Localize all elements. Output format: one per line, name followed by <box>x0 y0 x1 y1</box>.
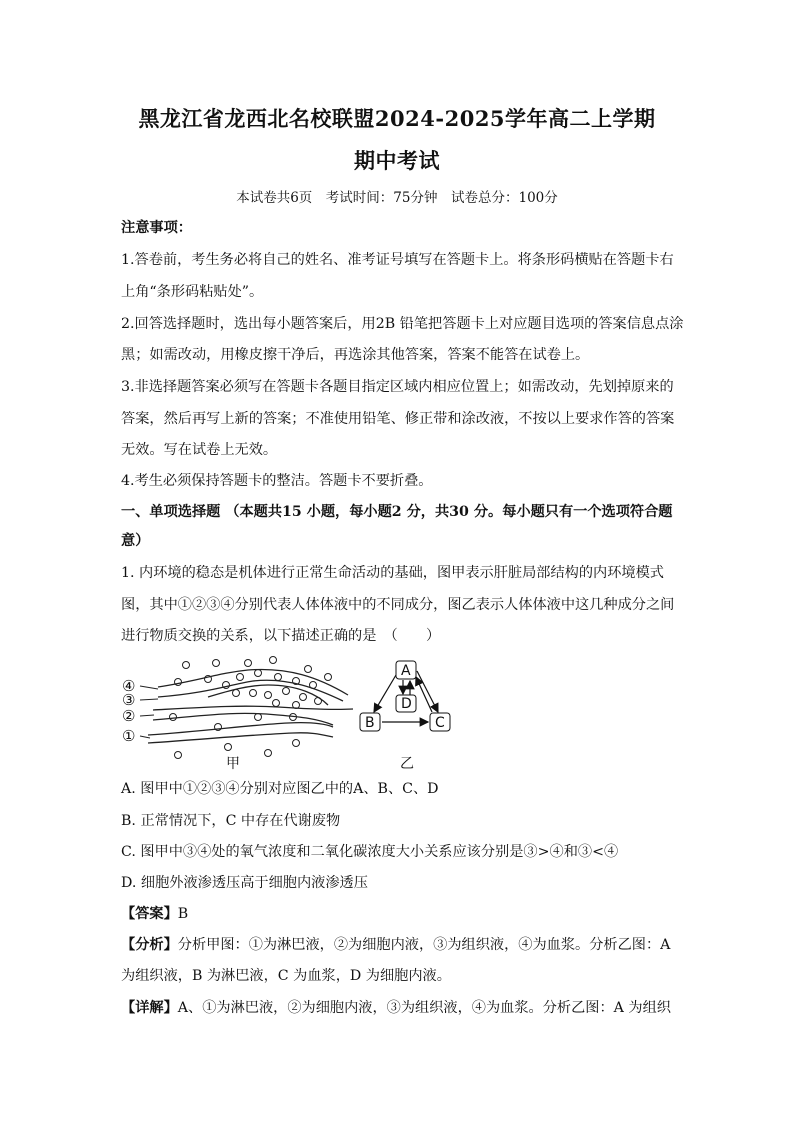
marker-2: ② <box>122 707 136 725</box>
answer-row <box>121 904 681 924</box>
analysis-tag: 【分析】 <box>121 937 178 953</box>
figure-svg <box>118 655 458 775</box>
notice-line: 无效。写在试卷上无效。 <box>121 442 278 458</box>
section-heading-cont: 意） <box>121 533 150 549</box>
marker-1: ① <box>122 727 136 745</box>
notice-line: 4.考生必须保持答题卡的整洁。答题卡不要折叠。 <box>121 473 433 489</box>
figure-jia <box>148 669 353 743</box>
option-b: B. 正常情况下，C 中存在代谢废物 <box>121 813 341 829</box>
answer-value: B <box>177 906 189 922</box>
notice-line: 3.非选择题答案必须写在答题卡各题目指定区域内相应位置上；如需改动，先划掉原来的 <box>121 379 674 395</box>
marker-4: ④ <box>122 677 136 695</box>
detail-row <box>121 998 681 1018</box>
exam-title-line2: 期中考试 <box>354 148 440 173</box>
node-b: B <box>365 715 375 731</box>
arrow-a-c <box>417 671 438 712</box>
notice-line: 上角“条形码粘贴处”。 <box>121 284 264 300</box>
vessel-line <box>153 706 353 710</box>
analysis-row-cont: 为组织液，B 为淋巴液，C 为血浆，D 为细胞内液。 <box>121 968 451 984</box>
option-d: D. 细胞外液渗透压高于细胞内液渗透压 <box>121 875 368 891</box>
jia-markers <box>122 677 135 745</box>
notice-line: 1.答卷前，考生务必将自己的姓名、准考证号填写在答题卡上。将条形码横贴在答题卡右 <box>121 252 674 268</box>
option-c: C. 图甲中③④处的氧气浓度和二氧化碳浓度大小关系应该分别是③>④和③<④ <box>121 844 619 860</box>
question-stem: 1. 内环境的稳态是机体进行正常生命活动的基础，图甲表示肝脏局部结构的内环境模式 <box>121 565 664 581</box>
option-a: A. 图甲中①②③④分别对应图乙中的A、B、C、D <box>121 781 439 797</box>
exam-title-line1: 黑龙江省龙西北名校联盟2024-2025学年高二上学期 <box>138 106 656 131</box>
exam-meta: 本试卷共6页 考试时间：75分钟 试卷总分：100分 <box>236 190 558 206</box>
answer-tag: 【答案】 <box>121 906 178 922</box>
figure-yi <box>360 661 450 731</box>
section-heading: 一、单项选择题 （本题共15 小题，每小题2 分，共30 分。每小题只有一个选项符合题 <box>121 504 673 520</box>
node-d: D <box>401 696 412 712</box>
notice-heading: 注意事项： <box>121 220 192 236</box>
question-stem: 图，其中①②③④分别代表人体体液中的不同成分，图乙表示人体体液中这几种成分之间 <box>121 597 675 613</box>
marker-leaders <box>140 686 158 738</box>
marker-3: ③ <box>122 691 136 709</box>
notice-line: 黑；如需改动，用橡皮擦干净后，再选涂其他答案，答案不能答在试卷上。 <box>121 347 590 363</box>
vessel-line <box>148 733 333 743</box>
figure-jia-caption: 甲 <box>226 756 240 772</box>
detail-tag: 【详解】 <box>121 1000 178 1016</box>
detail-text: A、①为淋巴液，②为细胞内液，③为组织液，④为血浆。分析乙图：A 为组织 <box>177 1000 671 1016</box>
node-c: C <box>435 715 445 731</box>
analysis-row <box>121 935 681 955</box>
notice-line: 答案，然后再写上新的答案；不准使用铅笔、修正带和涂改液，不按以上要求作答的答案 <box>121 411 675 427</box>
arrow-a-b <box>374 675 396 712</box>
figure-yi-caption: 乙 <box>400 756 414 772</box>
analysis-text: 分析甲图：①为淋巴液，②为细胞内液，③为组织液，④为血浆。分析乙图：A <box>177 937 671 953</box>
notice-line: 2.回答选择题时，选出每小题答案后，用2B 铅笔把答题卡上对应题目选项的答案信息点涂 <box>121 316 684 332</box>
question-figure <box>118 655 458 775</box>
question-stem: 进行物质交换的关系，以下描述正确的是 （ ） <box>121 628 441 644</box>
node-a: A <box>401 663 411 679</box>
